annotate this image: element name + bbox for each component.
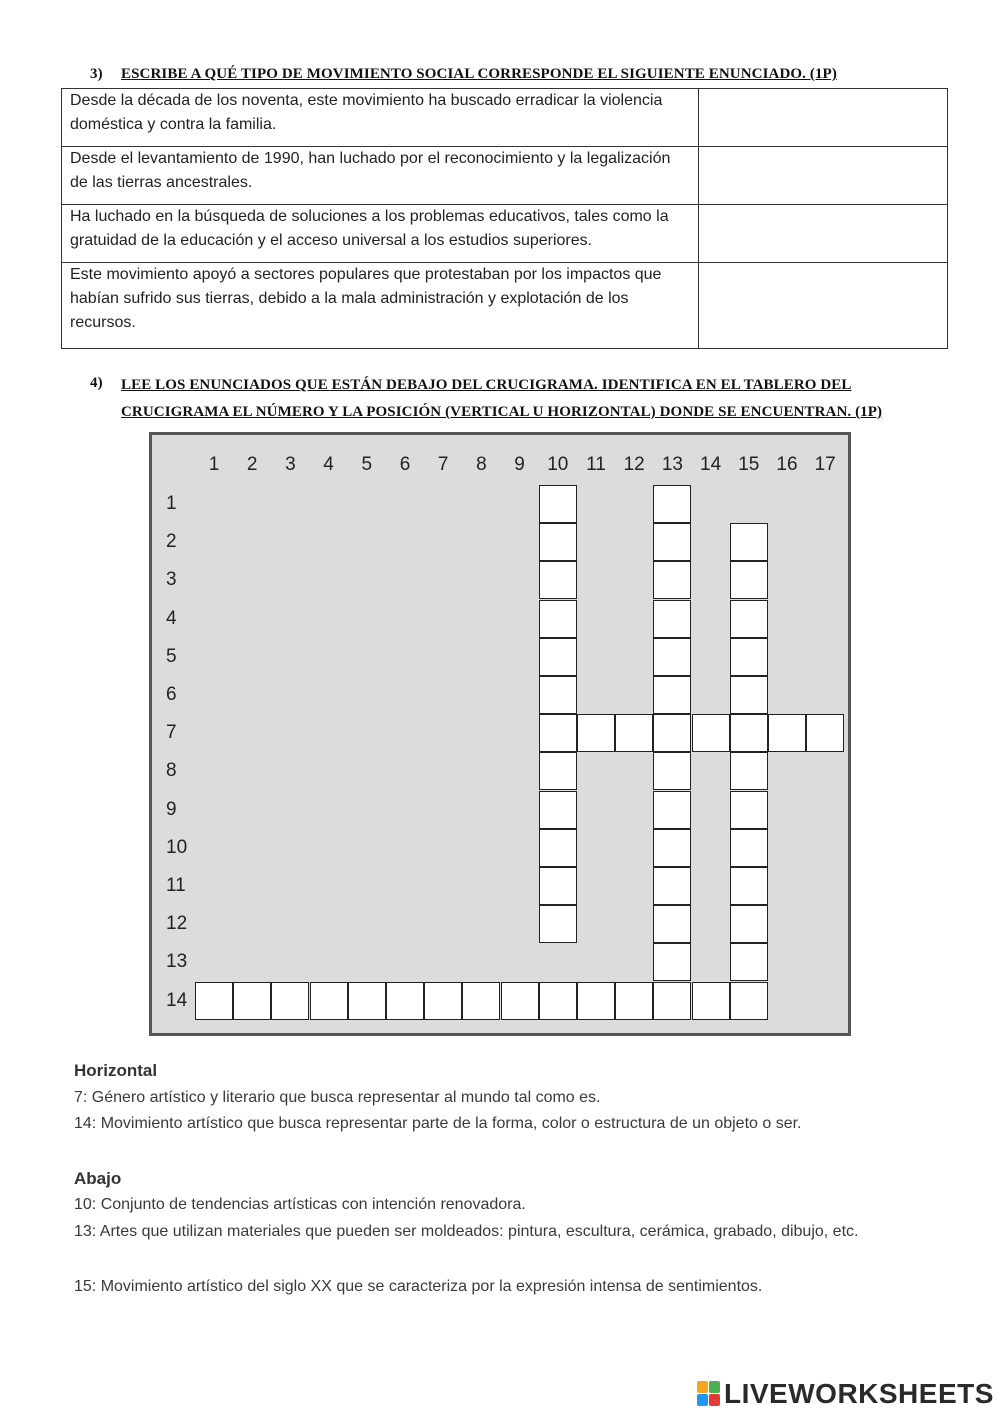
crossword-cell[interactable] xyxy=(806,714,844,752)
table-row xyxy=(62,263,948,349)
down-clue-13: 13: Artes que utilizan materiales que pueden ser moldeados: pintura, escultura, cerámica, grabado, dibujo, etc. xyxy=(74,1223,859,1240)
crossword-cell[interactable] xyxy=(310,982,348,1020)
section-3-title: ESCRIBE A QUÉ TIPO DE MOVIMIENTO SOCIAL CORRESPONDE EL SIGUIENTE ENUNCIADO. (1P) xyxy=(121,66,837,82)
crossword-cell[interactable] xyxy=(653,867,691,905)
row-number: 14 xyxy=(166,989,188,1011)
column-number: 15 xyxy=(738,454,760,475)
crossword-cell[interactable] xyxy=(233,982,271,1020)
crossword-cell[interactable] xyxy=(730,523,768,561)
column-number: 7 xyxy=(437,454,449,475)
down-clue-10: 10: Conjunto de tendencias artísticas con intención renovadora. xyxy=(74,1196,526,1213)
row-number: 1 xyxy=(166,493,177,514)
column-number: 2 xyxy=(246,454,258,475)
crossword-cell[interactable] xyxy=(271,982,309,1020)
crossword-cell[interactable] xyxy=(539,829,577,867)
crossword-cell[interactable] xyxy=(539,523,577,561)
horizontal-clue-7: 7: Género artístico y literario que busca representar al mundo tal como es. xyxy=(74,1089,601,1106)
section-4-heading xyxy=(90,375,950,425)
crossword-cell[interactable] xyxy=(539,676,577,714)
logo-text: LIVEWORKSHEETS xyxy=(724,1378,994,1409)
column-number: 11 xyxy=(586,454,606,475)
column-number: 6 xyxy=(399,454,411,475)
row-number: 5 xyxy=(166,645,177,667)
crossword-cell[interactable] xyxy=(539,600,577,638)
logo-icon xyxy=(697,1381,721,1407)
row-number: 8 xyxy=(166,760,177,782)
crossword-cell[interactable] xyxy=(730,638,768,676)
crossword-board xyxy=(149,432,851,1036)
crossword-cell[interactable] xyxy=(653,829,691,867)
column-number: 9 xyxy=(514,454,525,475)
column-number: 14 xyxy=(700,454,722,475)
crossword-cell[interactable] xyxy=(501,982,539,1020)
statement-cell: Desde el levantamiento de 1990, han luchado por el reconocimiento y la legalización de las tierras ancestrales. xyxy=(62,147,699,205)
crossword-cell[interactable] xyxy=(653,523,691,561)
crossword-cell[interactable] xyxy=(615,714,653,752)
crossword-cell[interactable] xyxy=(424,982,462,1020)
crossword-cell[interactable] xyxy=(730,867,768,905)
crossword-cell[interactable] xyxy=(653,714,691,752)
crossword-cell[interactable] xyxy=(730,600,768,638)
crossword-cell[interactable] xyxy=(539,867,577,905)
column-number: 3 xyxy=(285,454,296,475)
row-number: 9 xyxy=(166,798,177,820)
column-number: 1 xyxy=(208,454,220,475)
crossword-cell[interactable] xyxy=(653,600,691,638)
crossword-cell[interactable] xyxy=(730,791,768,829)
horizontal-clues-heading: Horizontal xyxy=(74,1061,158,1080)
column-number: 12 xyxy=(623,454,645,475)
crossword-cell[interactable] xyxy=(539,485,577,523)
crossword-cell[interactable] xyxy=(577,714,615,752)
crossword-cell[interactable] xyxy=(653,638,691,676)
row-number: 12 xyxy=(166,913,188,935)
section-3-heading xyxy=(90,66,890,86)
liveworksheets-logo xyxy=(697,1378,997,1412)
answer-field[interactable] xyxy=(699,263,948,349)
answer-field[interactable] xyxy=(699,205,948,263)
crossword-cell[interactable] xyxy=(386,982,424,1020)
column-number: 5 xyxy=(361,454,373,475)
crossword-cell[interactable] xyxy=(539,638,577,676)
crossword-cell[interactable] xyxy=(653,485,691,523)
column-number: 10 xyxy=(547,454,569,475)
horizontal-clue-14: 14: Movimiento artístico que busca representar parte de la forma, color o estructura de un objeto o ser. xyxy=(74,1115,802,1132)
crossword-cell[interactable] xyxy=(730,905,768,943)
table-row xyxy=(62,89,948,147)
column-number: 8 xyxy=(476,454,487,475)
crossword-cell[interactable] xyxy=(653,905,691,943)
row-number: 6 xyxy=(166,684,177,705)
row-number: 3 xyxy=(166,569,177,591)
row-number: 7 xyxy=(166,722,177,744)
row-number: 13 xyxy=(166,951,188,973)
column-number: 17 xyxy=(814,454,836,475)
crossword-cell[interactable] xyxy=(577,982,615,1020)
row-number: 10 xyxy=(166,836,188,858)
crossword-cell[interactable] xyxy=(768,714,806,752)
section-3-number: 3) xyxy=(90,66,103,82)
crossword-cell[interactable] xyxy=(348,982,386,1020)
crossword-cell[interactable] xyxy=(539,752,577,790)
crossword-cell[interactable] xyxy=(195,982,233,1020)
crossword-cell[interactable] xyxy=(730,752,768,790)
crossword-cell[interactable] xyxy=(692,714,730,752)
social-movements-table xyxy=(61,88,948,349)
crossword-cell[interactable] xyxy=(730,676,768,714)
crossword-cell[interactable] xyxy=(539,561,577,599)
crossword-cell[interactable] xyxy=(539,791,577,829)
crossword-cell[interactable] xyxy=(730,943,768,981)
answer-field[interactable] xyxy=(699,147,948,205)
crossword-cell[interactable] xyxy=(653,561,691,599)
row-number: 11 xyxy=(166,875,186,896)
row-number: 2 xyxy=(166,531,177,553)
crossword-cell[interactable] xyxy=(653,943,691,981)
crossword-cell[interactable] xyxy=(730,829,768,867)
crossword-cell[interactable] xyxy=(615,982,653,1020)
answer-field[interactable] xyxy=(699,89,948,147)
column-number: 4 xyxy=(323,454,334,475)
crossword-cell[interactable] xyxy=(539,905,577,943)
crossword-cell[interactable] xyxy=(539,982,577,1020)
crossword-cell[interactable] xyxy=(730,982,768,1020)
crossword-cell[interactable] xyxy=(539,714,577,752)
crossword-cell[interactable] xyxy=(462,982,500,1020)
row-number: 4 xyxy=(166,607,177,629)
crossword-cell[interactable] xyxy=(730,561,768,599)
column-number: 13 xyxy=(661,454,683,475)
crossword-cell[interactable] xyxy=(730,714,768,752)
down-clue-15: 15: Movimiento artístico del siglo XX que se caracteriza por la expresión intensa de sentimientos. xyxy=(74,1278,763,1295)
crossword-cell[interactable] xyxy=(653,676,691,714)
statement-cell: Este movimiento apoyó a sectores populares que protestaban por los impactos que habían sufrido sus tierras, debido a la mala administración y explotación de los recursos. xyxy=(62,263,699,349)
table-row xyxy=(62,205,948,263)
table-row xyxy=(62,147,948,205)
crossword-cell[interactable] xyxy=(653,982,691,1020)
section-4-number: 4) xyxy=(90,375,103,391)
crossword-cell[interactable] xyxy=(653,791,691,829)
section-4-title: LEE LOS ENUNCIADOS QUE ESTÁN DEBAJO DEL CRUCIGRAMA. IDENTIFICA EN EL TABLERO DEL CRUCIGRAMA EL NÚMERO Y LA POSICIÓN (VERTICAL U HORIZONTAL) DONDE SE ENCUENTRAN. (1P) xyxy=(121,377,883,420)
down-clues-heading: Abajo xyxy=(74,1169,122,1188)
column-number: 16 xyxy=(776,454,798,475)
crossword-cell[interactable] xyxy=(653,752,691,790)
crossword-cell[interactable] xyxy=(692,982,730,1020)
statement-cell: Desde la década de los noventa, este movimiento ha buscado erradicar la violencia doméstica y contra la familia. xyxy=(62,89,699,147)
statement-cell: Ha luchado en la búsqueda de soluciones a los problemas educativos, tales como la gratuidad de la educación y el acceso universal a los estudios superiores. xyxy=(62,205,699,263)
